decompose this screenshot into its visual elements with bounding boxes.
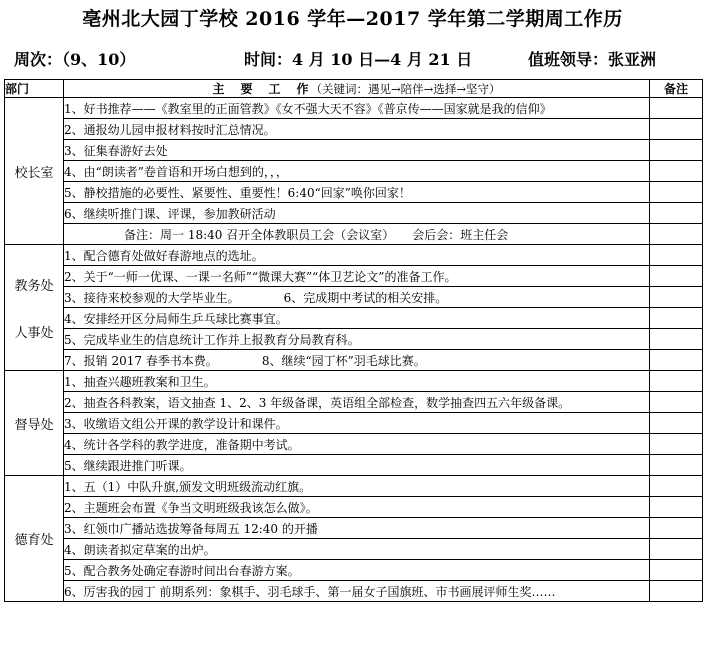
principal-item-5: 5、静校措施的必要性、紧要性、重要性！6:40“回家”唤你回家！ xyxy=(64,182,650,203)
supervision-item-4: 4、统计各学科的教学进度，准备期中考试。 xyxy=(64,434,650,455)
supervision-item-5: 5、继续跟进推门听课。 xyxy=(64,455,650,476)
moral-item-4: 4、朗读者拟定草案的出炉。 xyxy=(64,539,650,560)
moral-item-3: 3、红领巾广播站选拔筹备每周五 12:40 的开播 xyxy=(64,518,650,539)
principal-meeting-note: 备注：周一 18:40 召开全体教职员工会（会议室） 会后会：班主任会 xyxy=(64,224,650,245)
academic-item-3-6 xyxy=(64,287,650,308)
academic-item-4: 4、安排经开区分局师生乒乓球比赛事宜。 xyxy=(64,308,650,329)
note-cell xyxy=(650,560,703,581)
work-calendar-table xyxy=(4,79,703,602)
duty-leader-label: 值班领导：张亚洲 xyxy=(528,50,657,69)
dept-supervision: 督导处 xyxy=(5,371,64,476)
dept-academic-personnel xyxy=(5,245,64,371)
table-row xyxy=(5,287,703,308)
note-cell xyxy=(650,119,703,140)
table-row xyxy=(5,560,703,581)
table-row xyxy=(5,203,703,224)
principal-item-4: 4、由“朗读者”卷首语和开场白想到的，，， xyxy=(64,161,650,182)
note-cell xyxy=(650,266,703,287)
header-note: 备注 xyxy=(650,80,703,98)
table-row xyxy=(5,119,703,140)
note-cell xyxy=(650,350,703,371)
table-row xyxy=(5,392,703,413)
note-cell xyxy=(650,392,703,413)
table-row xyxy=(5,224,703,245)
dept-academic: 教务处 xyxy=(14,278,54,294)
note-cell xyxy=(650,476,703,497)
academic-item-5: 5、完成毕业生的信息统计工作并上报教育分局教育科。 xyxy=(64,329,650,350)
academic-item-1: 1、配合德育处做好春游地点的选址。 xyxy=(64,245,650,266)
page-title: 亳州北大园丁学校 2016 学年—2017 学年第二学期周工作历 xyxy=(82,8,623,30)
academic-item-7-8 xyxy=(64,350,650,371)
academic-item-3: 3、接待来校参观的大学毕业生。 xyxy=(64,290,240,305)
note-cell xyxy=(650,98,703,119)
table-row xyxy=(5,140,703,161)
note-cell xyxy=(650,329,703,350)
note-cell xyxy=(650,539,703,560)
principal-item-6: 6、继续听推门课、评课，参加教研活动 xyxy=(64,203,650,224)
header-main-label: 主 要 工 作 xyxy=(212,82,311,96)
table-row xyxy=(5,266,703,287)
header-keywords: （关键词：遇见→陪伴→选择→坚守） xyxy=(310,82,501,96)
note-cell xyxy=(650,518,703,539)
note-cell xyxy=(650,581,703,602)
table-row xyxy=(5,455,703,476)
table-row xyxy=(5,539,703,560)
supervision-item-1: 1、抽查兴趣班教案和卫生。 xyxy=(64,371,650,392)
note-cell xyxy=(650,455,703,476)
table-row xyxy=(5,497,703,518)
table-row xyxy=(5,308,703,329)
supervision-item-2: 2、抽查各科教案，语文抽查 1、2、3 年级备课，英语组全部检查，数学抽查四五六年级备课。 xyxy=(64,392,650,413)
note-cell xyxy=(650,497,703,518)
note-cell xyxy=(650,140,703,161)
table-row xyxy=(5,371,703,392)
table-row xyxy=(5,518,703,539)
note-cell xyxy=(650,308,703,329)
moral-item-2: 2、主题班会布置《争当文明班级我该怎么做》。 xyxy=(64,497,650,518)
table-row xyxy=(5,434,703,455)
academic-item-2: 2、关于“一师一优课、一课一名师”“微课大赛”“体卫艺论文”的准备工作。 xyxy=(64,266,650,287)
note-cell xyxy=(650,182,703,203)
table-row xyxy=(5,182,703,203)
dept-principal: 校长室 xyxy=(5,98,64,245)
note-cell xyxy=(650,224,703,245)
table-header-row xyxy=(5,80,703,98)
table-row xyxy=(5,329,703,350)
supervision-item-3: 3、收缴语文组公开课的教学设计和课件。 xyxy=(64,413,650,434)
principal-item-1: 1、好书推荐——《教室里的正面管教》《女不强大天不容》《普京传——国家就是我的信仰》 xyxy=(64,98,650,119)
time-range-label: 时间：4 月 10 日—4 月 21 日 xyxy=(244,50,473,69)
note-cell xyxy=(650,371,703,392)
dept-moral: 德育处 xyxy=(5,476,64,602)
note-cell xyxy=(650,245,703,266)
table-row xyxy=(5,476,703,497)
academic-item-7: 7、报销 2017 春季书本费。 xyxy=(64,353,218,368)
table-row xyxy=(5,161,703,182)
note-cell xyxy=(650,434,703,455)
note-cell xyxy=(650,413,703,434)
moral-item-6: 6、厉害我的园丁 前期系列：象棋手、羽毛球手、第一届女子国旗班、市书画展评师生奖…… xyxy=(64,581,650,602)
week-label: 周次：（9、10） xyxy=(14,50,136,69)
moral-item-1: 1、五（1）中队升旗,颁发文明班级流动红旗。 xyxy=(64,476,650,497)
table-row xyxy=(5,245,703,266)
header-main-work xyxy=(64,80,650,98)
principal-item-3: 3、征集春游好去处 xyxy=(64,140,650,161)
table-row xyxy=(5,581,703,602)
principal-item-2: 2、通报幼儿园申报材料按时汇总情况。 xyxy=(64,119,650,140)
dept-personnel: 人事处 xyxy=(14,325,54,341)
note-cell xyxy=(650,287,703,308)
table-row xyxy=(5,350,703,371)
table-row xyxy=(5,413,703,434)
moral-item-5: 5、配合教务处确定春游时间出台春游方案。 xyxy=(64,560,650,581)
table-row xyxy=(5,98,703,119)
note-cell xyxy=(650,203,703,224)
header-dept: 部门 xyxy=(5,80,64,98)
academic-item-6: 6、完成期中考试的相关安排。 xyxy=(283,290,448,305)
note-cell xyxy=(650,161,703,182)
academic-item-8: 8、继续“园丁杯”羽毛球比赛。 xyxy=(261,353,426,368)
